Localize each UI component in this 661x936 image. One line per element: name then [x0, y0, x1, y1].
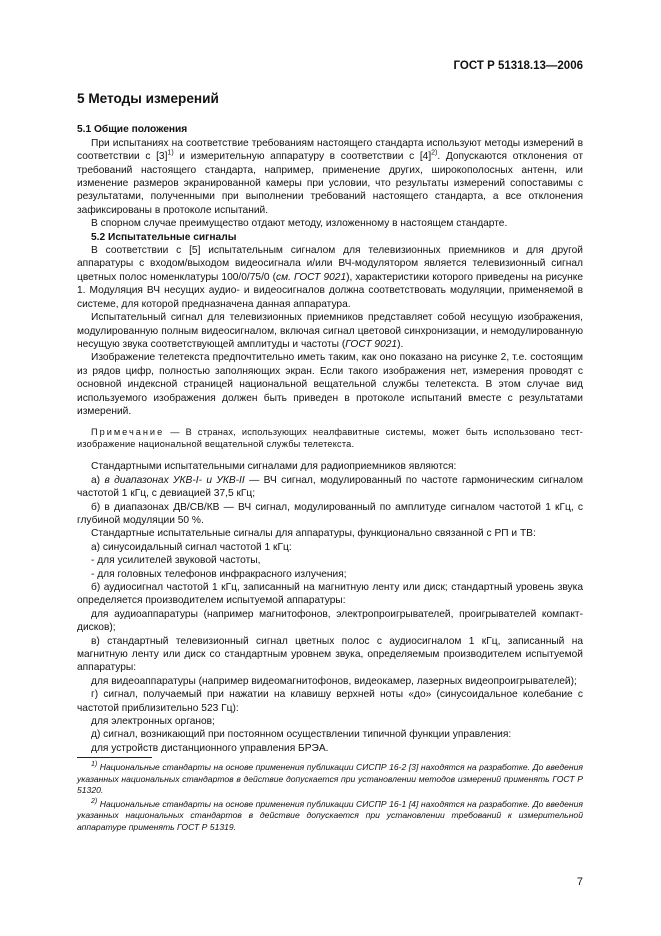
footnote-ref-2[interactable]: 2): [431, 149, 438, 157]
rptv-item-d-usage: для электронных органов;: [91, 716, 215, 728]
paragraph-5-2-tv-signal: Испытательный сигнал для телевизионных приемников представляет собой несущую изображения, модулированную полным видеосигналом, включая сигнал цветовой синхронизации, и немодулированную несущую звука соответствующей амплитуды и частоты (ГОСТ 9021).: [77, 312, 583, 350]
radio-intro: Стандартными испытательными сигналами для радиоприемников являются:: [91, 461, 457, 473]
note: Примечание — В странах, использующих неалфавитные системы, может быть использовано тест-изображение национальной вещательной службы телетекста.: [77, 427, 583, 450]
subsection-5-2-heading: 5.2 Испытательные сигналы: [91, 231, 237, 243]
rptv-item-e-usage: для устройств дистанционного управления БРЭА.: [91, 742, 329, 754]
rptv-item-d: г) сигнал, получаемый при нажатии на клавишу верхней ноты «до» (синусоидальное колебание с частотой приблизительно 523 Гц):: [77, 689, 583, 714]
rptv-item-c: в) стандартный телевизионный сигнал цветных полос с аудиосигналом 1 кГц, записанный на магнитную ленту или диск со стандартным уровнем звука, определяемым производителем испытуемой аппаратуры:: [77, 635, 583, 674]
radio-item-b: б) в диапазонах ДВ/СВ/КВ — ВЧ сигнал, модулированный по амплитуде сигналом частотой 1 кГц, с глубиной модуляции 50 %.: [77, 501, 583, 526]
rptv-item-a-dash-2: - для головных телефонов инфракрасного излучения;: [91, 568, 347, 580]
page-number: 7: [576, 876, 583, 888]
paragraph-5-1-dispute: В спорном случае преимущество отдают методу, изложенному в настоящем стандарте.: [91, 218, 508, 230]
note-label: Примечание: [91, 427, 165, 438]
footnote-divider: [77, 757, 152, 758]
rptv-item-a-dash-1: - для усилителей звуковой частоты,: [91, 555, 261, 567]
rptv-item-e: д) сигнал, возникающий при постоянном осуществлении типичной функции управления:: [91, 729, 512, 741]
subsection-5-1-heading: 5.1 Общие положения: [77, 124, 188, 136]
document-number-header: ГОСТ Р 51318.13—2006: [453, 60, 583, 72]
footnote-1: $^{1)}$ Национальные стандарты на основе применения публикации СИСПР 16-2 [3] находятся на разработке. До введения указанных национальных стандартов в действие допускается при установлении методов измерений применять ГОСТ Р 51320.: [77, 761, 583, 796]
rptv-item-a: а) синусоидальный сигнал частотой 1 кГц:: [91, 541, 292, 553]
rptv-item-c-usage: для видеоаппаратуры (например видеомагнитофонов, видеокамер, лазерных видеопроигрывателей);: [91, 675, 577, 687]
rptv-intro: Стандартные испытательные сигналы для аппаратуры, функционально связанной с РП и ТВ:: [91, 528, 536, 540]
footnote-2: $^{2)}$ Национальные стандарты на основе применения публикации СИСПР 16-1 [4] находятся на разработке. До введения указанных национальных стандартов в действие допускается при установлении требований к измерительной аппаратуре применять ГОСТ Р 51319.: [77, 797, 583, 832]
section-5-heading: 5 Методы измерений: [77, 91, 219, 106]
footnotes: [77, 757, 583, 836]
main-content: [77, 92, 583, 755]
paragraph-5-2-teletext: Изображение телетекста предпочтительно иметь таким, как оно показано на рисунке 2, т.е. состоящим из рядов цифр, полностью заполняющих экран. Если такого изображения нет, измерения проводят с основной индексной страницей национальной вещательной службы телетекста. В этом случае вид используемого изображения должен быть приведен в протоколе испытаний вместе с результатами измерений.: [77, 352, 583, 417]
footnote-ref-1[interactable]: 1): [167, 149, 174, 157]
paragraph-5-1-methods: При испытаниях на соответствие требованиям настоящего стандарта используют методы измерений в соответствии с $[3]^{1)}$ и измерительную аппаратуру в соответствии с $[4]^{2)}$. Допускаются отклонения от требований настоящего стандарта, например, применение других, широкополосных антенн, или изменение размеров экранированной камеры при условии, что результаты измерений сопоставимы с результатами, полученными при выполнении требований настоящего стандарта, а все отклонения зафиксированы в протоколе испытаний.: [77, 137, 583, 216]
rptv-item-b-usage: для аудиоаппаратуры (например магнитофонов, электропроигрывателей, проигрывателей компакт-дисков);: [77, 608, 583, 634]
radio-item-a: а) в диапазонах УКВ-I- и УКВ-II — ВЧ сигнал, модулированный по частоте гармоническим сигналом частотой 1 кГц, с девиацией 37,5 кГц;: [77, 474, 584, 500]
rptv-item-b: б) аудиосигнал частотой 1 кГц, записанный на магнитную ленту или диск; стандартный уровень звука определяется производителем испытуемой аппаратуры:: [77, 582, 583, 607]
paragraph-5-2-test-signal: В соответствии с [5] испытательным сигналом для телевизионных приемников и для другой аппаратуры с входом/выходом видеосигнала и/или ВЧ-модулятором является телевизионный сигнал цветных полос номенклатуры 100/0/75/0 (см. ГОСТ 9021), характеристики которого приведены на рисунке 1. Модуляция ВЧ несущих аудио- и видеосигналов должна соответствовать модуляции, применяемой в системе, для которой предназначена данная аппаратура.: [77, 245, 583, 310]
